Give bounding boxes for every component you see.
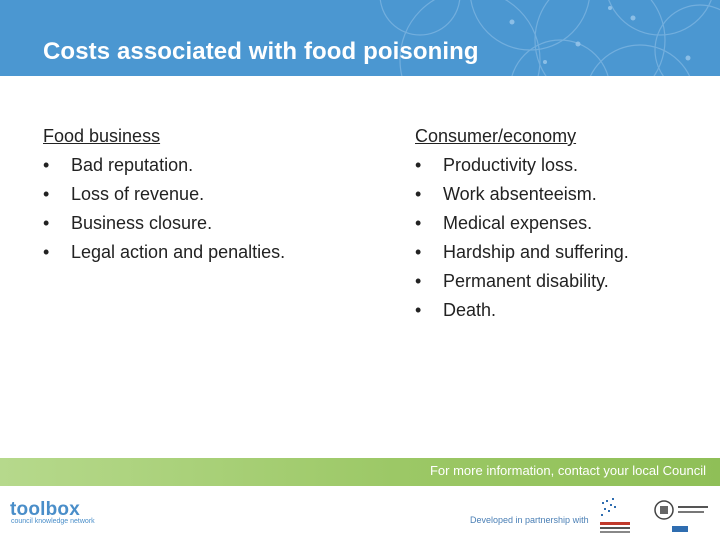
list-item [43,180,363,209]
food-business-list [43,151,363,267]
food-business-heading: Food business [43,126,161,146]
list-item-text: Loss of revenue. [71,184,205,204]
slide-footer [0,486,720,540]
consumer-economy-column [415,122,715,325]
food-business-column [43,122,363,267]
bullet-icon: • [415,300,422,320]
list-item-text: Work absenteeism. [443,184,597,204]
list-item-text: Legal action and penalties. [71,242,286,262]
list-item [415,180,715,209]
list-item [415,267,715,296]
partner-text: Developed in partnership with [470,515,589,525]
bullet-icon: • [415,213,422,233]
bullet-icon: • [43,184,50,204]
list-item [43,238,363,267]
bullet-icon: • [415,155,422,175]
list-item [43,209,363,238]
list-item-text: Business closure. [71,213,213,233]
info-bar-text: For more information, contact your local Council [429,463,706,478]
list-item [415,296,715,325]
bullet-icon: • [415,271,422,291]
bullet-icon: • [43,155,50,175]
bullet-icon: • [43,242,50,262]
list-item-text: Bad reputation. [71,155,194,175]
list-item-text: Productivity loss. [443,155,579,175]
slide-title: Costs associated with food poisoning [43,38,479,65]
slide-header [0,0,720,76]
bullet-icon: • [43,213,50,233]
list-item-text: Hardship and suffering. [443,242,629,262]
consumer-economy-list [415,151,715,325]
list-item [415,209,715,238]
list-item-text: Death. [443,300,497,320]
bullet-icon: • [415,184,422,204]
bullet-icon: • [415,242,422,262]
info-bar [0,458,720,486]
toolbox-tagline: council knowledge network [11,518,95,525]
list-item-text: Medical expenses. [443,213,593,233]
list-item [415,151,715,180]
list-item-text: Permanent disability. [443,271,609,291]
list-item [415,238,715,267]
consumer-economy-heading: Consumer/economy [415,126,577,146]
toolbox-logo: toolbox [10,499,80,520]
list-item [43,151,363,180]
government-crest-icon [650,496,712,536]
partner-logo-icon [598,496,632,536]
